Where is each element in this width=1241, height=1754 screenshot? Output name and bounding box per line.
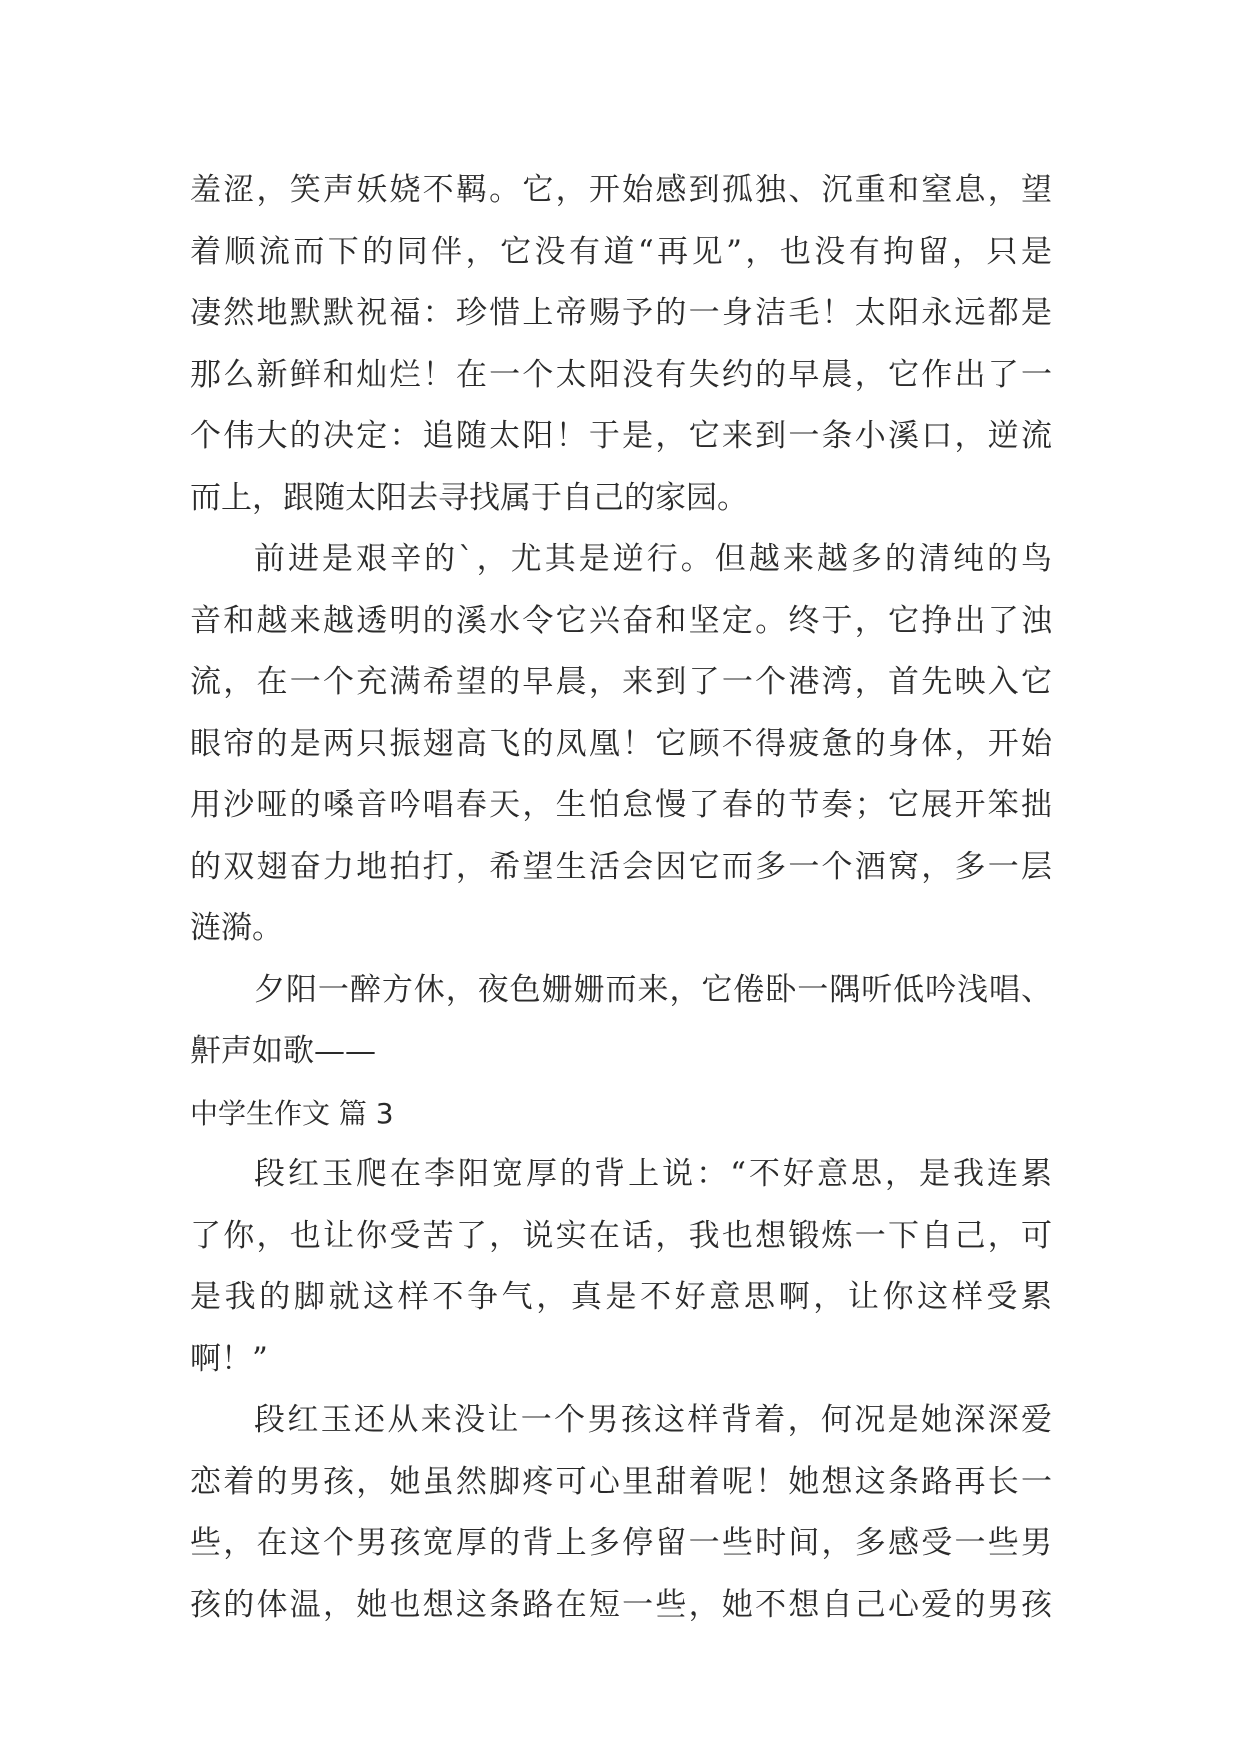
text-line: 段红玉爬在李阳宽厚的背上说：“不好意思，是我连累 bbox=[254, 1156, 1052, 1192]
text-line: 段红玉还从来没让一个男孩这样背着，何况是她深深爱 bbox=[254, 1402, 1052, 1438]
text-line: 了你，也让你受苦了，说实在话，我也想锻炼一下自己，可 bbox=[190, 1217, 1052, 1254]
paragraph-5 bbox=[190, 1390, 1052, 1636]
text-line: 啊！” bbox=[190, 1340, 268, 1377]
text-line: 眼帘的是两只振翅高飞的凤凰！它顾不得疲惫的身体，开始 bbox=[190, 725, 1052, 762]
text-line: 鼾声如歌—— bbox=[190, 1033, 376, 1069]
paragraph-2 bbox=[190, 529, 1052, 960]
text-line: 恋着的男孩，她虽然脚疼可心里甜着呢！她想这条路再长一 bbox=[190, 1463, 1052, 1500]
text-line: 而上，跟随太阳去寻找属于自己的家园。 bbox=[190, 479, 748, 516]
text-line: 那么新鲜和灿烂！在一个太阳没有失约的早晨，它作出了一 bbox=[190, 356, 1052, 393]
paragraph-1 bbox=[190, 160, 1052, 529]
text-line: 用沙哑的嗓音吟唱春天，生怕怠慢了春的节奏；它展开笨拙 bbox=[190, 787, 1052, 823]
text-line: 是我的脚就这样不争气，真是不好意思啊，让你这样受累 bbox=[190, 1279, 1052, 1315]
text-line: 些，在这个男孩宽厚的背上多停留一些时间，多感受一些男 bbox=[190, 1525, 1052, 1561]
paragraph-4 bbox=[190, 1144, 1052, 1390]
paragraph-3 bbox=[190, 960, 1052, 1083]
text-line: 羞涩，笑声妖娆不羁。它，开始感到孤独、沉重和窒息，望 bbox=[190, 172, 1052, 208]
text-line: 音和越来越透明的溪水令它兴奋和坚定。终于，它挣出了浊 bbox=[190, 602, 1052, 639]
text-line: 个伟大的决定：追随太阳！于是，它来到一条小溪口，逆流 bbox=[190, 418, 1052, 454]
text-line: 的双翅奋力地拍打，希望生活会因它而多一个酒窝，多一层 bbox=[190, 848, 1052, 885]
text-line: 夕阳一醉方休，夜色姗姗而来，它倦卧一隅听低吟浅唱、 bbox=[254, 971, 1052, 1008]
text-line: 着顺流而下的同伴，它没有道“再见”，也没有拘留，只是 bbox=[190, 233, 1052, 270]
section-heading: 中学生作文 篇 3 bbox=[190, 1096, 394, 1130]
text-line: 凄然地默默祝福：珍惜上帝赐予的一身洁毛！太阳永远都是 bbox=[190, 295, 1052, 331]
text-line: 涟漪。 bbox=[190, 910, 283, 946]
document-page bbox=[190, 160, 1052, 1636]
text-line: 前进是艰辛的`，尤其是逆行。但越来越多的清纯的鸟 bbox=[254, 541, 1052, 577]
text-line: 流，在一个充满希望的早晨，来到了一个港湾，首先映入它 bbox=[190, 664, 1052, 700]
text-line: 孩的体温，她也想这条路在短一些，她不想自己心爱的男孩 bbox=[190, 1586, 1052, 1623]
